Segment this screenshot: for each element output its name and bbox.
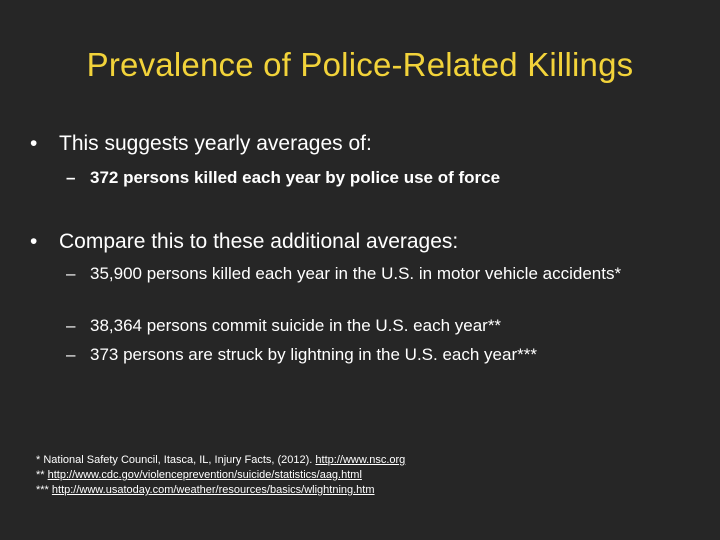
bullet-2-sub-2-text: 38,364 persons commit suicide in the U.S. each year** — [90, 316, 502, 335]
bullet-2-text: Compare this to these additional averages: — [59, 230, 459, 253]
footnote-3-text: *** — [36, 484, 49, 496]
footnote-3-link[interactable]: http://www.usatoday.com/weather/resources/basics/wlightning.htm — [51, 484, 375, 496]
bullet-1-sub-1 — [66, 166, 646, 190]
footnote-1-link[interactable]: http://www.nsc.org — [315, 454, 406, 466]
bullet-glyph: • — [30, 132, 38, 155]
bullet-2-sub-1 — [66, 262, 626, 286]
footnote-2 — [36, 468, 405, 483]
bullet-1-sub-1-text: 372 persons killed each year by police use of force — [90, 168, 501, 187]
footnote-1-text: * National Safety Council, Itasca, IL, Injury Facts, (2012). — [36, 454, 313, 466]
slide-title: Prevalence of Police-Related Killings — [86, 46, 634, 83]
bullet-2-sub-3-text: 373 persons are struck by lightning in the U.S. each year*** — [90, 345, 537, 364]
bullet-1-text: This suggests yearly averages of: — [59, 132, 372, 155]
bullet-glyph: • — [30, 230, 38, 253]
footnote-2-text: ** — [36, 469, 45, 481]
dash-glyph: – — [66, 345, 76, 364]
footnote-3 — [36, 483, 405, 498]
bullet-2-sub-1-text: 35,900 persons killed each year in the U.S. in motor vehicle accidents* — [90, 264, 622, 283]
bullet-1 — [30, 132, 372, 156]
footnote-1 — [36, 453, 405, 468]
footnotes — [36, 453, 405, 498]
bullet-2-sub-2 — [66, 314, 646, 338]
footnote-2-link[interactable]: http://www.cdc.gov/violenceprevention/suicide/statistics/aag.html — [47, 469, 362, 481]
bullet-2 — [30, 230, 458, 254]
bullet-2-sub-3 — [66, 343, 646, 367]
dash-glyph: – — [66, 168, 76, 187]
dash-glyph: – — [66, 264, 76, 283]
dash-glyph: – — [66, 316, 76, 335]
